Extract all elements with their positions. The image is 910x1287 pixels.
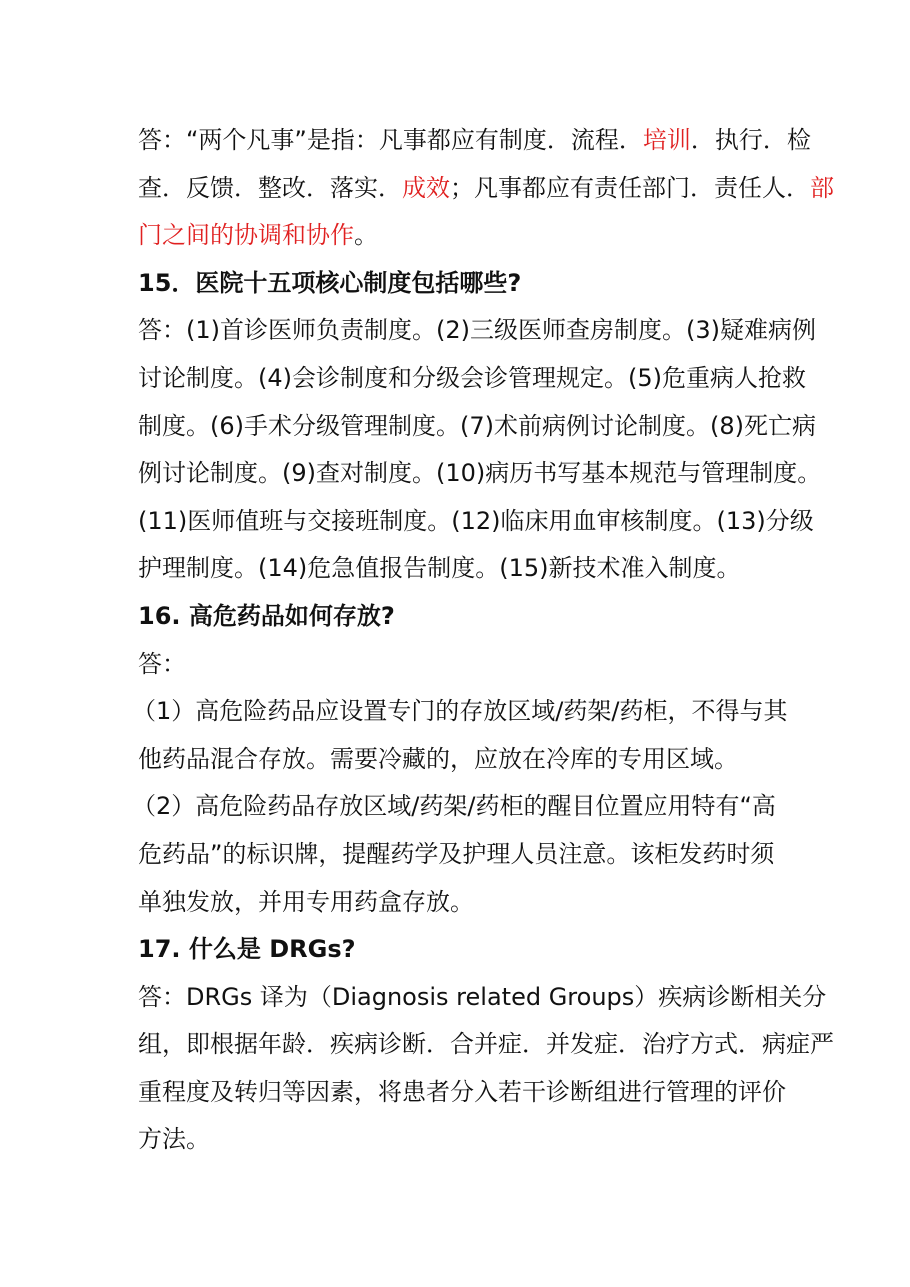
question-15-heading (138, 260, 778, 308)
question-17-heading (138, 926, 778, 974)
text-segment: 例讨论制度。(9)查对制度。(10)病历书写基本规范与管理制度。 (138, 459, 822, 488)
text-segment: 方法。 (138, 1125, 210, 1154)
answer-line-two-fanshi-1 (138, 117, 811, 165)
answer-16-label (138, 641, 778, 689)
text-segment: 单独发放，并用专用药盒存放。 (138, 887, 474, 916)
document-page (132, 117, 834, 1164)
answer-16-item-1-line-1 (132, 688, 788, 736)
text-segment: 讨论制度。(4)会诊制度和分级会诊管理规定。(5)危重病人抢救 (138, 363, 806, 392)
text-segment: ；凡事都应有责任部门．责任人． (450, 173, 810, 202)
text-segment: ．执行．检 (690, 126, 811, 154)
answer-15-line-2 (138, 355, 806, 403)
text-segment: 重程度及转归等因素，将患者分入若干诊断组进行管理的评价 (138, 1077, 786, 1106)
text-segment: （1）高危险药品应设置专门的存放区域/药架/药柜，不得与其 (132, 697, 788, 726)
answer-17-line-3 (138, 1069, 786, 1117)
answer-15-line-5 (138, 498, 814, 546)
answer-15-line-4 (138, 450, 822, 498)
heading-text: 16. 高危药品如何存放? (138, 601, 395, 630)
text-segment: 他药品混合存放。需要冷藏的，应放在冷库的专用区域。 (138, 744, 738, 773)
text-segment: 答： (138, 649, 186, 678)
answer-16-item-2-line-3 (138, 879, 778, 927)
text-segment: 查．反馈．整改．落实． (138, 173, 402, 202)
text-segment: 答：(1)首诊医师负责制度。(2)三级医师查房制度。(3)疑难病例 (138, 316, 816, 345)
highlight-segment: 成效 (402, 173, 450, 202)
answer-15-line-1 (138, 307, 816, 355)
answer-16-item-1-line-2 (138, 736, 778, 784)
text-segment: 护理制度。(14)危急值报告制度。(15)新技术准入制度。 (138, 554, 741, 583)
text-segment: 组，即根据年龄．疾病诊断．合并症．并发症．治疗方式．病症严 (138, 1030, 834, 1059)
text-segment: 答：“两个凡事”是指：凡事都应有制度．流程． (138, 126, 643, 154)
answer-line-two-fanshi-3 (138, 212, 778, 260)
text-segment: 制度。(6)手术分级管理制度。(7)术前病例讨论制度。(8)死亡病 (138, 411, 816, 440)
answer-15-line-3 (138, 403, 816, 451)
text-segment: (11)医师值班与交接班制度。(12)临床用血审核制度。(13)分级 (138, 506, 814, 535)
heading-text: 17. 什么是 DRGs? (138, 935, 356, 964)
text-segment: 危药品”的标识牌，提醒药学及护理人员注意。该柜发药时须 (138, 839, 775, 868)
heading-text: 15．医院十五项核心制度包括哪些? (138, 268, 522, 297)
answer-17-line-1 (138, 974, 827, 1022)
answer-17-line-4 (138, 1116, 778, 1164)
answer-16-item-2-line-2 (138, 831, 778, 879)
text-segment: 答：DRGs 译为（Diagnosis related Groups）疾病诊断相关分 (138, 982, 827, 1011)
answer-16-item-2-line-1 (132, 783, 778, 831)
highlight-segment: 门之间的协调和协作 (138, 221, 354, 250)
text-segment: （2）高危险药品存放区域/药架/药柜的醒目位置应用特有“高 (132, 792, 776, 821)
text-segment: 。 (354, 221, 378, 250)
answer-line-two-fanshi-2 (138, 165, 834, 213)
question-16-heading (138, 593, 778, 641)
answer-15-line-6 (138, 545, 778, 593)
highlight-segment: 培训 (642, 126, 691, 154)
highlight-segment: 部 (810, 173, 834, 202)
answer-17-line-2 (138, 1021, 834, 1069)
